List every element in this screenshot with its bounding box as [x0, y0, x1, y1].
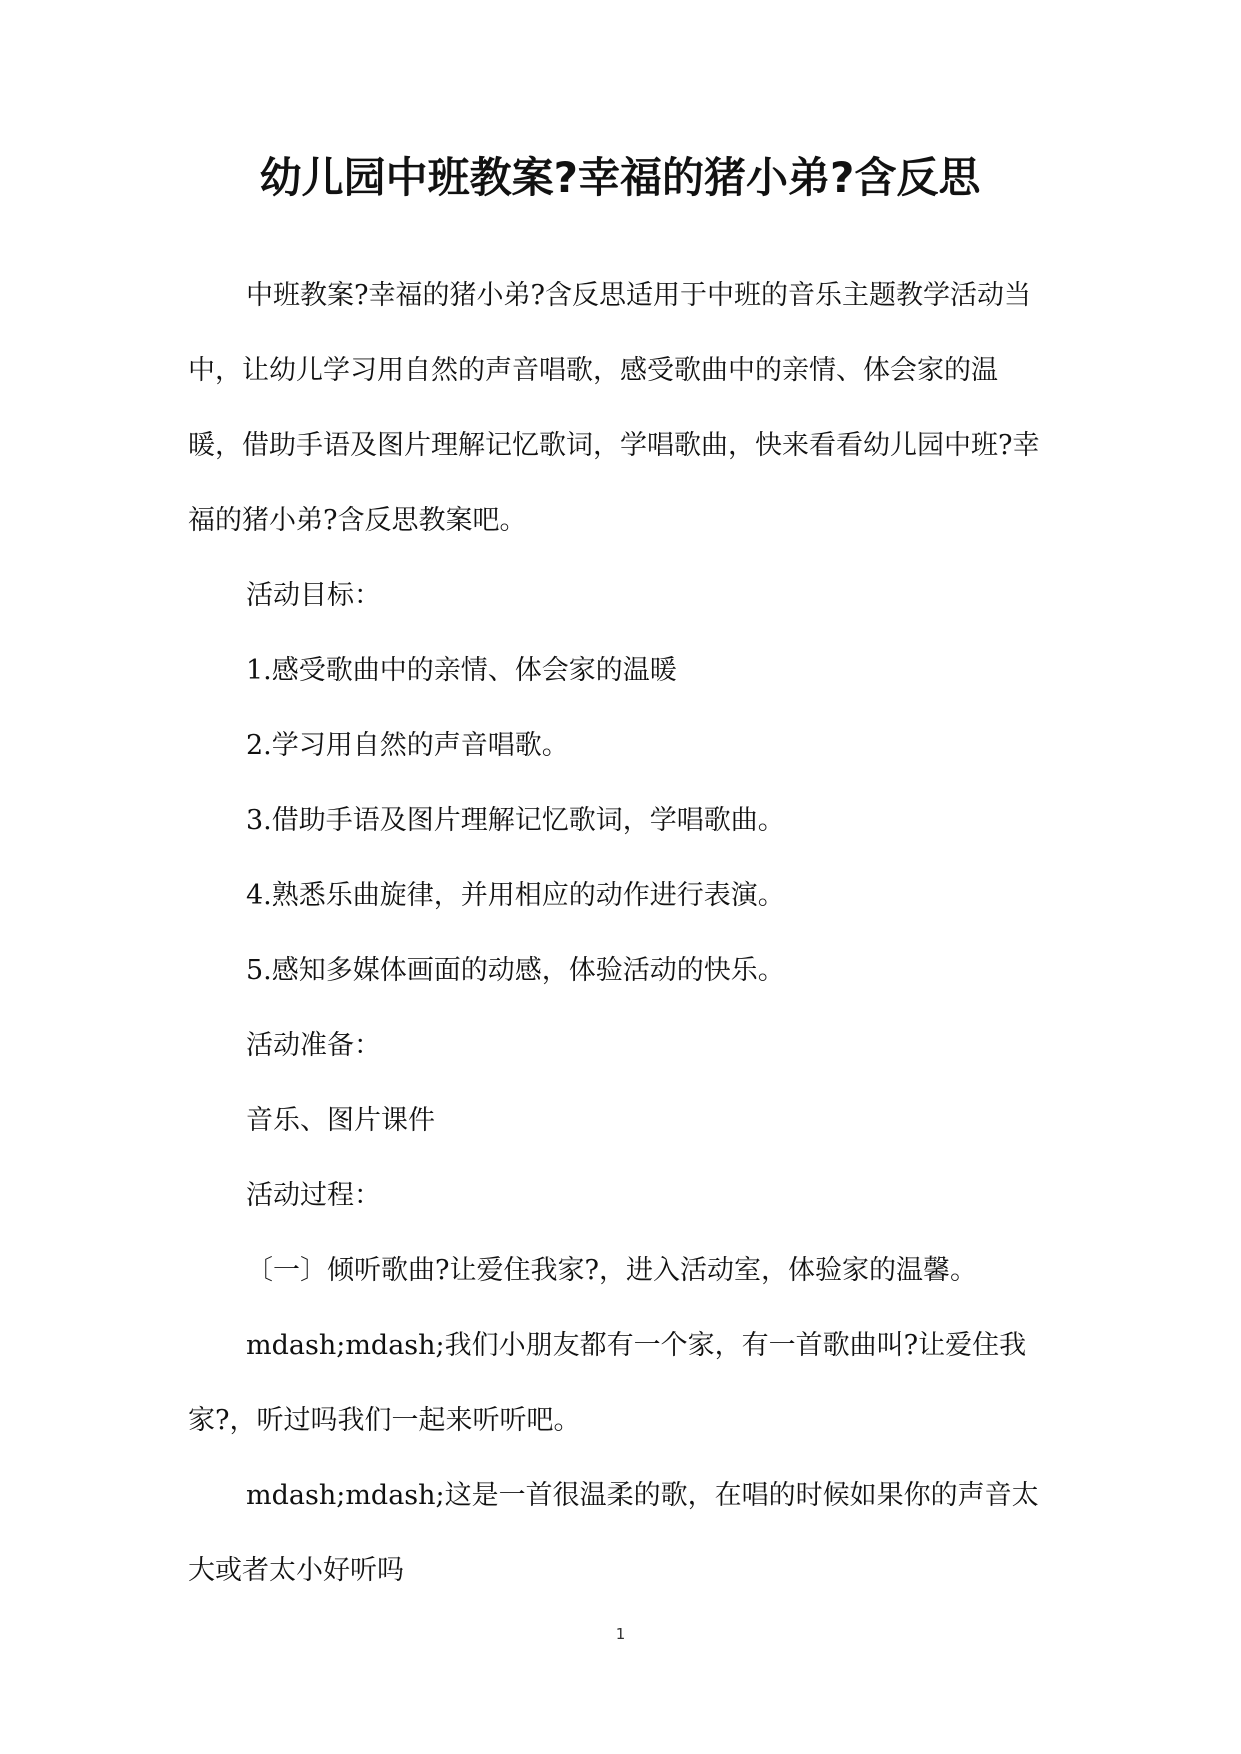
process-paragraph: mdash;mdash;我们小朋友都有一个家，有一首歌曲叫?让爱住我家?，听过吗我们一起来听听吧。 — [188, 1330, 1027, 1436]
process-step-one: 〔一〕倾听歌曲?让爱住我家?，进入活动室，体验家的温馨。 — [246, 1255, 977, 1286]
intro-paragraph: 中班教案?幸福的猪小弟?含反思适用于中班的音乐主题教学活动当中，让幼儿学习用自然的声音唱歌，感受歌曲中的亲情、体会家的温暖，借助手语及图片理解记忆歌词，学唱歌曲，快来看看幼儿园中班?幸福的猪小弟?含反思教案吧。 — [188, 280, 1040, 536]
page-number: 1 — [615, 1625, 626, 1643]
process-heading: 活动过程： — [246, 1180, 381, 1211]
goal-item: 1.感受歌曲中的亲情、体会家的温暖 — [246, 655, 677, 686]
document-body — [188, 258, 1048, 1608]
document-title: 幼儿园中班教案?幸福的猪小弟?含反思 — [259, 153, 981, 202]
goal-item: 3.借助手语及图片理解记忆歌词，学唱歌曲。 — [246, 805, 785, 836]
goal-item: 2.学习用自然的声音唱歌。 — [246, 730, 569, 761]
goal-item: 5.感知多媒体画面的动感，体验活动的快乐。 — [246, 955, 785, 986]
prep-text: 音乐、图片课件 — [246, 1105, 435, 1136]
goal-item: 4.熟悉乐曲旋律，并用相应的动作进行表演。 — [246, 880, 785, 911]
prep-heading: 活动准备： — [246, 1030, 381, 1061]
process-paragraph: mdash;mdash;这是一首很温柔的歌，在唱的时候如果你的声音太大或者太小好听吗 — [188, 1480, 1039, 1586]
goals-heading: 活动目标： — [246, 580, 381, 611]
